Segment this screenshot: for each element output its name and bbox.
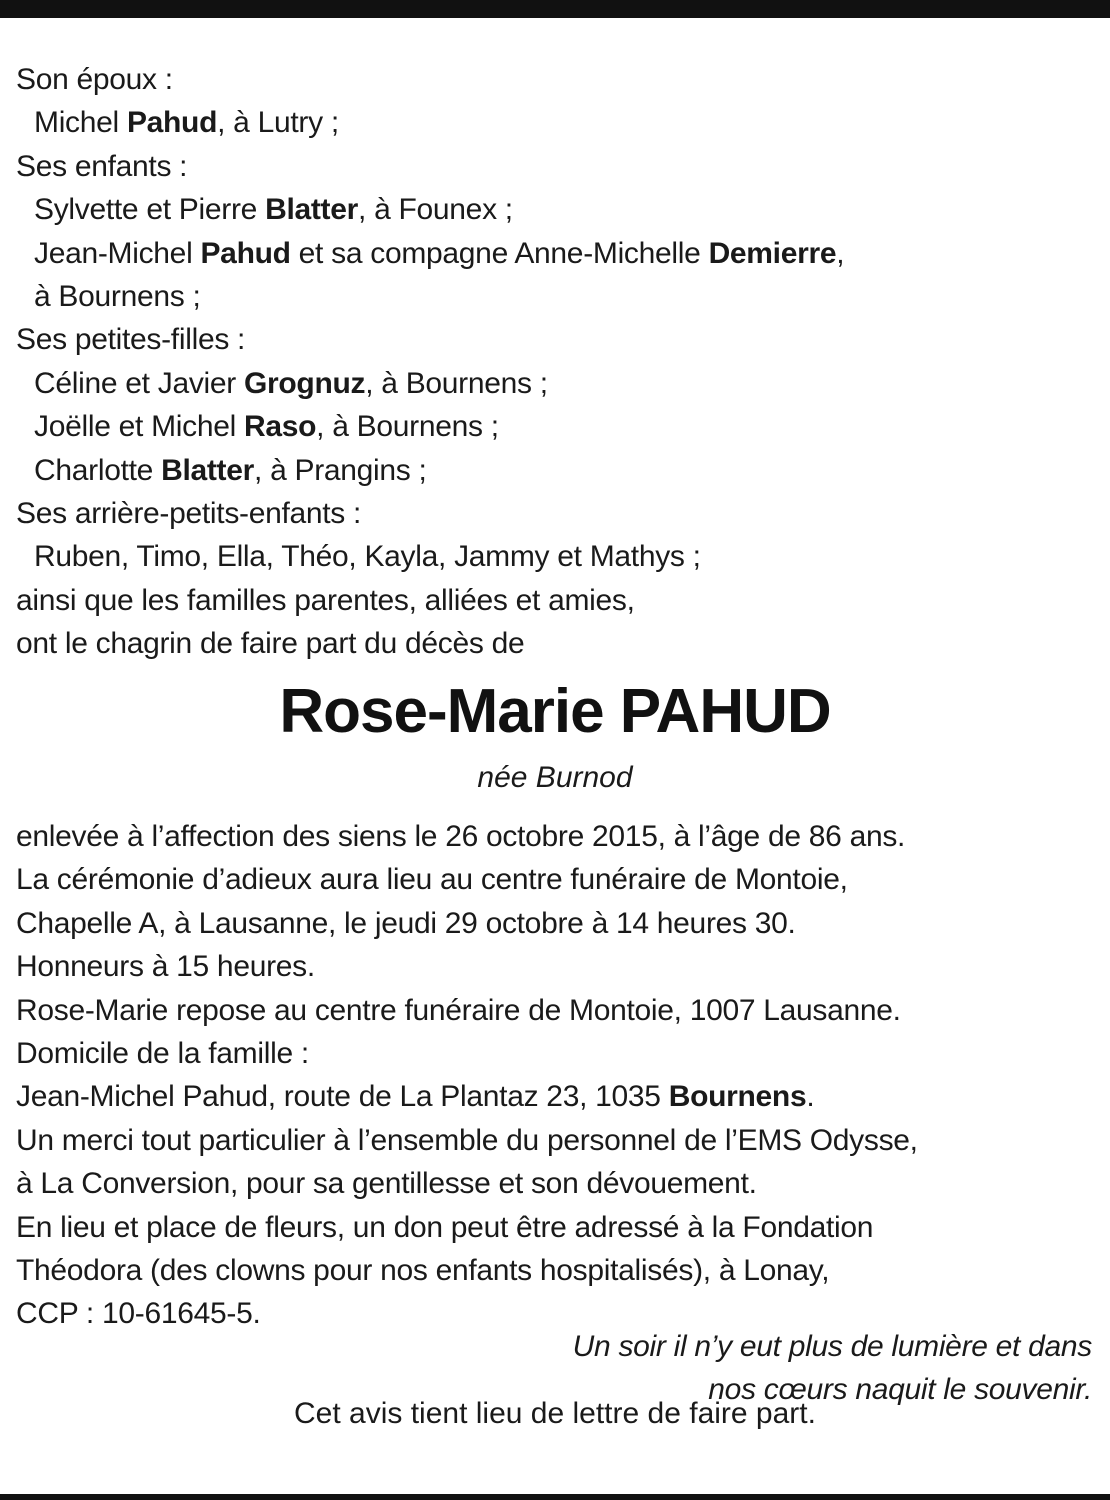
details-line: Théodora (des clowns pour nos enfants hospitalisés), à Lonay,	[16, 1253, 830, 1287]
details-line: à La Conversion, pour sa gentillesse et son dévouement.	[16, 1167, 757, 1201]
details-line: En lieu et place de fleurs, un don peut être adressé à la Fondation	[16, 1210, 874, 1244]
details-line: CCP : 10-61645-5.	[16, 1297, 261, 1331]
details-line: La cérémonie d’adieux aura lieu au centre funéraire de Montoie,	[16, 863, 848, 897]
closing-note: Cet avis tient lieu de lettre de faire part.	[294, 1397, 816, 1430]
granddaughters-heading: Ses petites-filles :	[16, 323, 246, 357]
relatives-line: ainsi que les familles parentes, alliées et amies,	[16, 583, 635, 617]
granddaughter-line: Charlotte Blatter, à Prangins ;	[34, 453, 427, 487]
announcement-line: ont le chagrin de faire part du décès de	[16, 627, 525, 661]
child-line: Sylvette et Pierre Blatter, à Founex ;	[34, 193, 513, 227]
surname: Blatter	[265, 193, 359, 227]
granddaughter-line: Céline et Javier Grognuz, à Bournens ;	[34, 366, 548, 400]
surname: Demierre	[708, 236, 837, 270]
quote-line: Un soir il n’y eut plus de lumière et dans	[572, 1330, 1092, 1363]
spouse-heading: Son époux :	[16, 63, 173, 96]
quote-line: nos cœurs naquit le souvenir.	[708, 1373, 1092, 1406]
details-line: Honneurs à 15 heures.	[16, 950, 315, 984]
town-name: Bournens	[668, 1080, 807, 1114]
top-border-rule	[0, 0, 1110, 18]
ceremony-details	[16, 815, 1096, 1336]
great-grandchildren-heading: Ses arrière-petits-enfants :	[16, 496, 362, 530]
details-line: Chapelle A, à Lausanne, le jeudi 29 octobre à 14 heures 30.	[16, 906, 796, 940]
maiden-name: née Burnod	[477, 761, 633, 794]
surname: Pahud	[126, 106, 218, 140]
details-line: Rose-Marie repose au centre funéraire de Montoie, 1007 Lausanne.	[16, 993, 901, 1027]
spouse-line: Michel Pahud, à Lutry ;	[34, 106, 339, 140]
family-list	[16, 58, 1096, 665]
details-line: Un merci tout particulier à l’ensemble du personnel de l’EMS Odysse,	[16, 1123, 918, 1157]
details-line: enlevée à l’affection des siens le 26 octobre 2015, à l’âge de 86 ans.	[16, 820, 906, 853]
granddaughter-line: Joëlle et Michel Raso, à Bournens ;	[34, 410, 499, 444]
children-heading: Ses enfants :	[16, 149, 188, 183]
details-line: Domicile de la famille :	[16, 1036, 309, 1070]
child-line-continued: à Bournens ;	[34, 279, 201, 313]
surname: Blatter	[161, 453, 255, 487]
surname: Raso	[244, 410, 317, 444]
surname: Grognuz	[244, 366, 366, 400]
deceased-name: Rose-Marie PAHUD	[279, 677, 831, 746]
surname: Pahud	[200, 236, 291, 270]
family-address-line: Jean-Michel Pahud, route de La Plantaz 23, 1035 Bournens.	[16, 1080, 815, 1114]
child-line: Jean-Michel Pahud et sa compagne Anne-Michelle Demierre,	[34, 236, 845, 270]
great-grandchildren-line: Ruben, Timo, Ella, Théo, Kayla, Jammy et Mathys ;	[34, 540, 701, 574]
bottom-border-rule	[0, 1494, 1110, 1500]
